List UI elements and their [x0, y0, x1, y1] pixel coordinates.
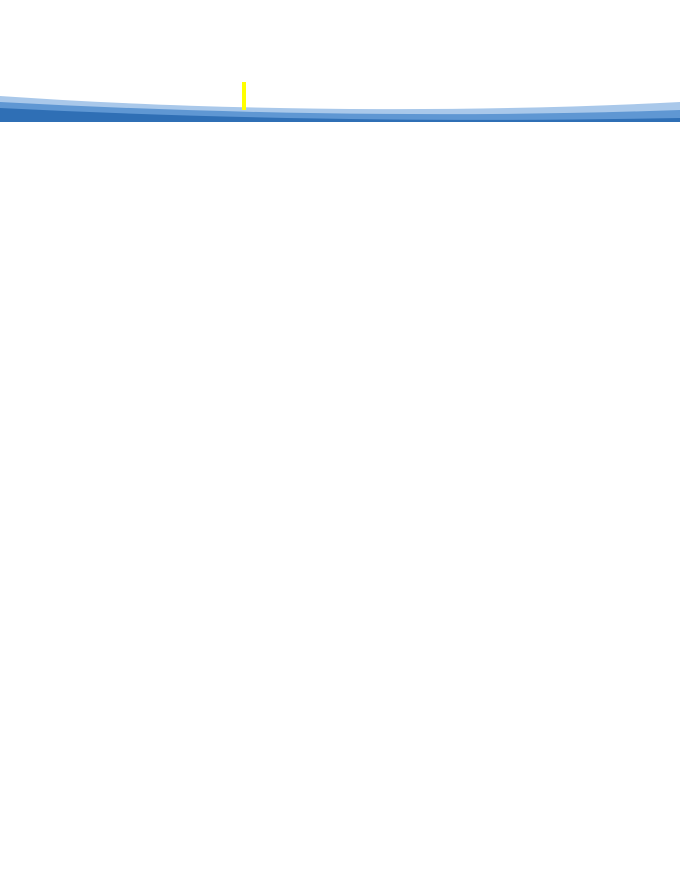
page-title: [242, 82, 246, 110]
header-banner: [0, 92, 680, 128]
